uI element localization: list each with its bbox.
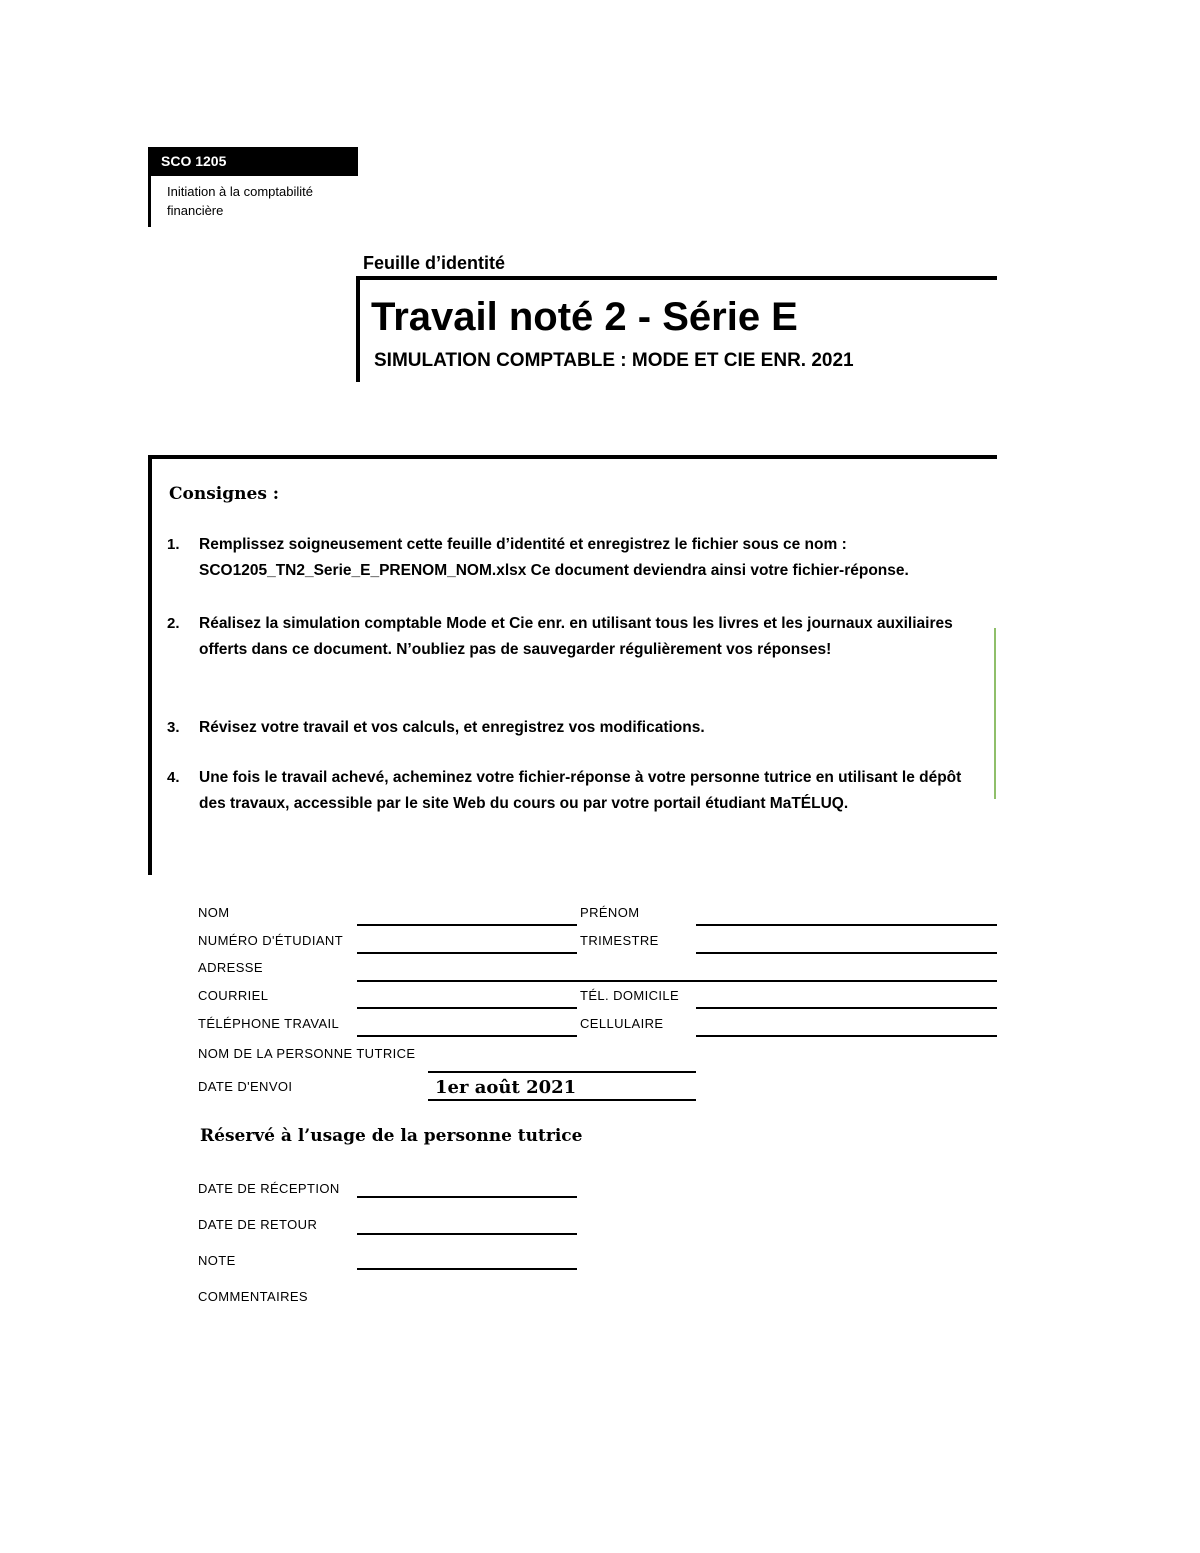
tel-travail-label: TÉLÉPHONE TRAVAIL <box>198 1016 340 1031</box>
instruction-text: Révisez votre travail et vos calculs, et enregistrez vos modifications. <box>199 719 705 736</box>
instruction-text: Remplissez soigneusement cette feuille d’identité et enregistrez le fichier sous ce nom : SCO1205_TN2_Serie_E_PRENOM_NOM.xlsx Ce document deviendra ainsi votre fichier-réponse. <box>199 536 909 579</box>
nom-field[interactable] <box>357 924 577 926</box>
tel-domicile-field[interactable] <box>696 1007 997 1009</box>
instruction-number: 2. <box>167 615 180 632</box>
adresse-label: ADRESSE <box>198 960 263 975</box>
date-retour-field[interactable] <box>357 1233 577 1235</box>
date-retour-label: DATE DE RETOUR <box>198 1217 318 1232</box>
course-name: Initiation à la comptabilité financière <box>167 184 313 218</box>
date-reception-label: DATE DE RÉCEPTION <box>198 1181 340 1196</box>
page-title: Travail noté 2 - Série E <box>371 295 798 339</box>
instructions-top-rule <box>148 455 997 459</box>
instructions-heading: Consignes : <box>169 484 280 504</box>
tel-domicile-label: TÉL. DOMICILE <box>580 988 680 1003</box>
prenom-field[interactable] <box>696 924 997 926</box>
trimestre-label: TRIMESTRE <box>580 933 659 948</box>
instructions-left-rule <box>148 455 152 875</box>
page-subtitle: SIMULATION COMPTABLE : MODE ET CIE ENR. 2021 <box>374 350 854 371</box>
title-top-rule <box>356 276 997 280</box>
cellulaire-label: CELLULAIRE <box>580 1016 664 1031</box>
instruction-text: Réalisez la simulation comptable Mode et Cie enr. en utilisant tous les livres et les journaux auxiliaires offerts dans ce document. N’oubliez pas de sauvegarder régulièrement vos réponses! <box>199 615 953 658</box>
course-code: SCO 1205 <box>148 147 358 176</box>
courriel-field[interactable] <box>357 1007 577 1009</box>
commentaires-label: COMMENTAIRES <box>198 1289 309 1304</box>
adresse-field[interactable] <box>357 980 997 982</box>
courriel-label: COURRIEL <box>198 988 269 1003</box>
personne-tutrice-field[interactable] <box>428 1071 696 1073</box>
note-field[interactable] <box>357 1268 577 1270</box>
tel-travail-field[interactable] <box>357 1035 577 1037</box>
sheet-label: Feuille d’identité <box>363 253 506 273</box>
instruction-number: 3. <box>167 719 180 736</box>
course-side-rule <box>148 176 151 227</box>
instruction-number: 4. <box>167 769 180 786</box>
date-envoi-label: DATE D'ENVOI <box>198 1079 293 1094</box>
reserved-heading: Réservé à l’usage de la personne tutrice <box>200 1126 583 1146</box>
instruction-text: Une fois le travail achevé, acheminez votre fichier-réponse à votre personne tutrice en utilisant le dépôt des travaux, accessible par le site Web du cours ou par votre portail étudiant MaTÉLUQ. <box>199 769 962 812</box>
instruction-number: 1. <box>167 536 180 553</box>
cell-border-accent <box>994 628 996 799</box>
note-label: NOTE <box>198 1253 236 1268</box>
numero-etudiant-field[interactable] <box>357 952 577 954</box>
date-envoi-value[interactable]: 1er août 2021 <box>435 1077 577 1098</box>
numero-etudiant-label: NUMÉRO D'ÉTUDIANT <box>198 933 344 948</box>
title-left-rule <box>356 276 360 382</box>
nom-label: NOM <box>198 905 230 920</box>
trimestre-field[interactable] <box>696 952 997 954</box>
personne-tutrice-label: NOM DE LA PERSONNE TUTRICE <box>198 1046 416 1061</box>
prenom-label: PRÉNOM <box>580 905 640 920</box>
date-reception-field[interactable] <box>357 1196 577 1198</box>
cellulaire-field[interactable] <box>696 1035 997 1037</box>
date-envoi-field[interactable] <box>428 1099 696 1101</box>
